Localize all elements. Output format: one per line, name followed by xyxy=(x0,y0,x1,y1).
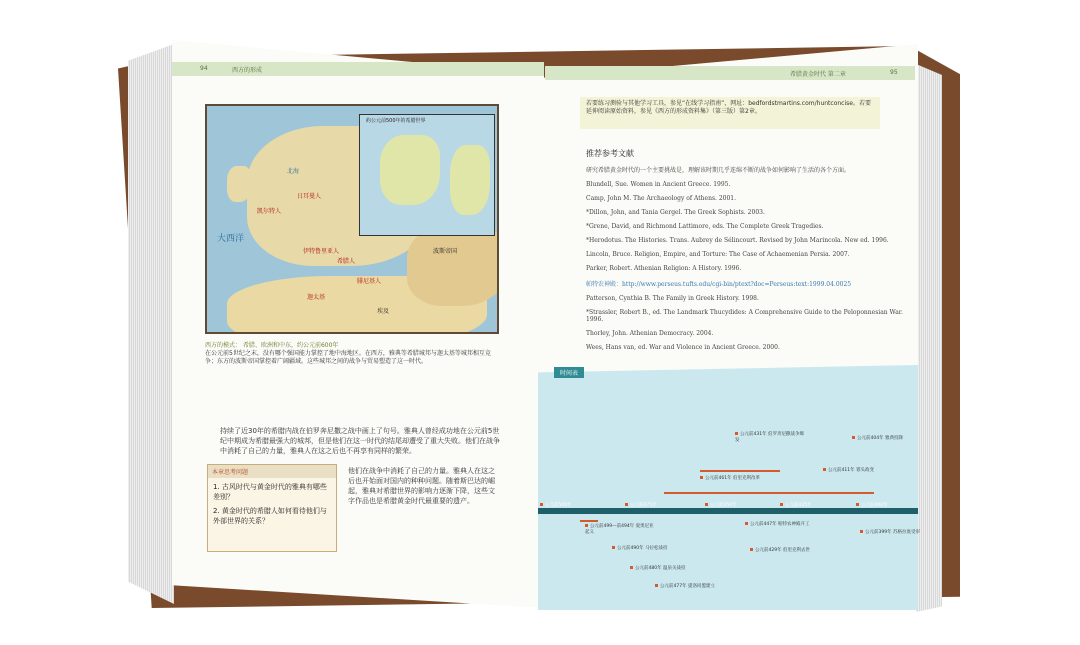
question-box xyxy=(207,464,337,552)
right-page-number: 95 xyxy=(890,69,898,76)
timeline-event: 公元前499—前494年 爱奥尼亚起义 xyxy=(585,524,654,535)
reference-item: *Dillon, John, and Tania Gergel. The Greek Sophists. 2003. xyxy=(586,209,765,216)
map-label-phoenicians: 腓尼基人 xyxy=(357,278,382,285)
timeline-segment xyxy=(580,520,598,522)
map-inset-greece xyxy=(359,114,495,236)
map-label-northsea: 北海 xyxy=(287,168,300,175)
left-running-head: 西方的形成 xyxy=(232,67,263,74)
reference-link[interactable]: 帕特农神殿：http://www.perseus.tufts.edu/cgi-bin/ptext?doc=Perseus:text:1999.04.0025 xyxy=(586,281,852,288)
references xyxy=(586,148,906,358)
inset-land xyxy=(380,135,440,205)
timeline-event: 公元前490年 马拉松战役 xyxy=(612,546,682,552)
question-box-title: 本章思考问题 xyxy=(208,465,336,478)
map-label-greeks: 希腊人 xyxy=(337,258,356,265)
timeline-event: 公元前477年 提洛同盟建立 xyxy=(655,584,725,590)
timeline-scale: 公元前425年 xyxy=(780,503,850,509)
reference-item: Blundell, Sue. Women in Ancient Greece. 1995. xyxy=(586,181,731,188)
timeline-scale: 公元前450年 xyxy=(705,503,775,509)
timeline-scale: 公元前400年 xyxy=(856,503,926,509)
main-text: 持续了近30年的希腊内战在伯罗奔尼撒之战中画上了句号。雅典人曾经成功地在公元前5世纪中期成为希腊最强大的城邦，但是他们在这一时代的结尾却遭受了重大失败。他们在战争中消耗了自己的力量，雅典人在这之后也不再享有同样的繁荣。 xyxy=(220,427,500,456)
map-caption-body: 在公元前5世纪之末，没有哪个强国能力掌控了地中海地区。在西方，雅典等希腊城邦与迦太基等城邦相互竞争；东方的波斯帝国掌控着广阔疆域。这些城邦之间的战争与贸易塑造了这一时代。 xyxy=(205,350,491,366)
timeline-label: 时间表 xyxy=(554,367,584,378)
timeline-segment xyxy=(700,470,780,472)
timeline-scale: 公元前500年 xyxy=(540,503,610,509)
timeline-event: 公元前461年 伯里克利改革 xyxy=(700,476,770,482)
references-intro: 研究希腊黄金时代的一个主要挑战是，理解该时期几乎连绵不断的战争如何影响了生活的各个方面。 xyxy=(586,167,851,174)
timeline-event: 公元前429年 伯里克利去世 xyxy=(750,548,820,554)
side-text: 他们在战争中消耗了自己的力量。雅典人在这之后也开始面对国内的种种问题。随着斯巴达的崛起，雅典对希腊世界的影响力逐渐下降，这些文字作品也是希腊黄金时代最重要的遗产。 xyxy=(348,467,495,506)
page-edges-left xyxy=(128,44,174,604)
reference-item: Parker, Robert. Athenian Religion: A History. 1996. xyxy=(586,265,742,272)
map-label-etruscans: 伊特鲁里亚人 xyxy=(303,248,340,255)
reference-item: *Herodotus. The Histories. Trans. Aubrey de Sélincourt. Revised by John Marincola. New ed. 1996. xyxy=(586,237,889,244)
timeline-event: 公元前447年 帕特农神殿开工 xyxy=(745,522,815,528)
reference-item: Lincoln, Bruce. Religion, Empire, and Torture: The Case of Achaemenian Persia. 2007. xyxy=(586,251,850,258)
study-note-text: 若要练习测验与其他学习工具，参见“在线学习指南”，网址：bedfordstmartins.com/huntconcise。若要延伸阅读原始资料，参见《西方的形成资料集》（第三版）第2章。 xyxy=(586,100,871,116)
question-1: 1. 古风时代与黄金时代的雅典有哪些差别？ xyxy=(213,483,327,502)
inset-land-asia-minor xyxy=(450,145,490,215)
references-title: 推荐参考文献 xyxy=(586,149,634,158)
reference-item: Camp, John M. The Archaeology of Athens. 2001. xyxy=(586,195,737,202)
timeline-scale: 公元前475年 xyxy=(625,503,695,509)
timeline-event: 公元前431年 伯罗奔尼撒战争爆发 xyxy=(735,432,805,443)
reference-item: *Grene, David, and Richmond Lattimore, eds. The Complete Greek Tragedies. xyxy=(586,223,824,230)
timeline-event: 公元前480年 温泉关战役 xyxy=(630,566,700,572)
reference-item: Thorley, John. Athenian Democracy. 2004. xyxy=(586,330,714,337)
left-page-number: 94 xyxy=(200,65,208,72)
map-label-carthage: 迦太基 xyxy=(307,294,326,301)
reference-item: *Strassler, Robert B., ed. The Landmark Thucydides: A Comprehensive Guide to the Peloponnesian War. 1996. xyxy=(586,309,903,323)
inset-title: 約公元前500年的希腊世界 xyxy=(366,118,426,124)
timeline-panel xyxy=(538,365,918,610)
map-label-egypt: 埃及 xyxy=(377,308,390,315)
question-2: 2. 黄金时代的希腊人如何看待他们与外部世界的关系？ xyxy=(213,507,327,526)
timeline-event: 公元前411年 寡头政变 xyxy=(823,468,893,474)
map-label-persia: 波斯帝国 xyxy=(433,248,458,255)
reference-item: Wees, Hans van, ed. War and Violence in Ancient Greece. 2000. xyxy=(586,344,780,351)
study-note xyxy=(580,97,880,129)
left-running-header xyxy=(172,62,544,76)
europe-map xyxy=(205,104,499,334)
right-running-head: 希腊黄金时代 第二章 xyxy=(790,71,846,78)
map-label-germans: 日耳曼人 xyxy=(297,193,322,200)
timeline-event: 公元前404年 雅典投降 xyxy=(852,436,922,442)
map-label-atlantic: 大西洋 xyxy=(217,234,245,244)
map-land-asia xyxy=(407,226,499,306)
map-label-celts: 凯尔特人 xyxy=(257,208,282,215)
timeline-event: 公元前399年 苏格拉底受审 xyxy=(860,530,930,536)
timeline-axis xyxy=(538,508,918,514)
timeline-segment xyxy=(664,492,874,494)
right-running-header xyxy=(545,66,915,80)
reference-item: Patterson, Cynthia B. The Family in Greek History. 1998. xyxy=(586,295,759,302)
map-land-britain xyxy=(227,166,251,202)
map-caption-title: 西方的模式： 希腊、欧洲和中东，约公元前600年 xyxy=(205,342,339,349)
